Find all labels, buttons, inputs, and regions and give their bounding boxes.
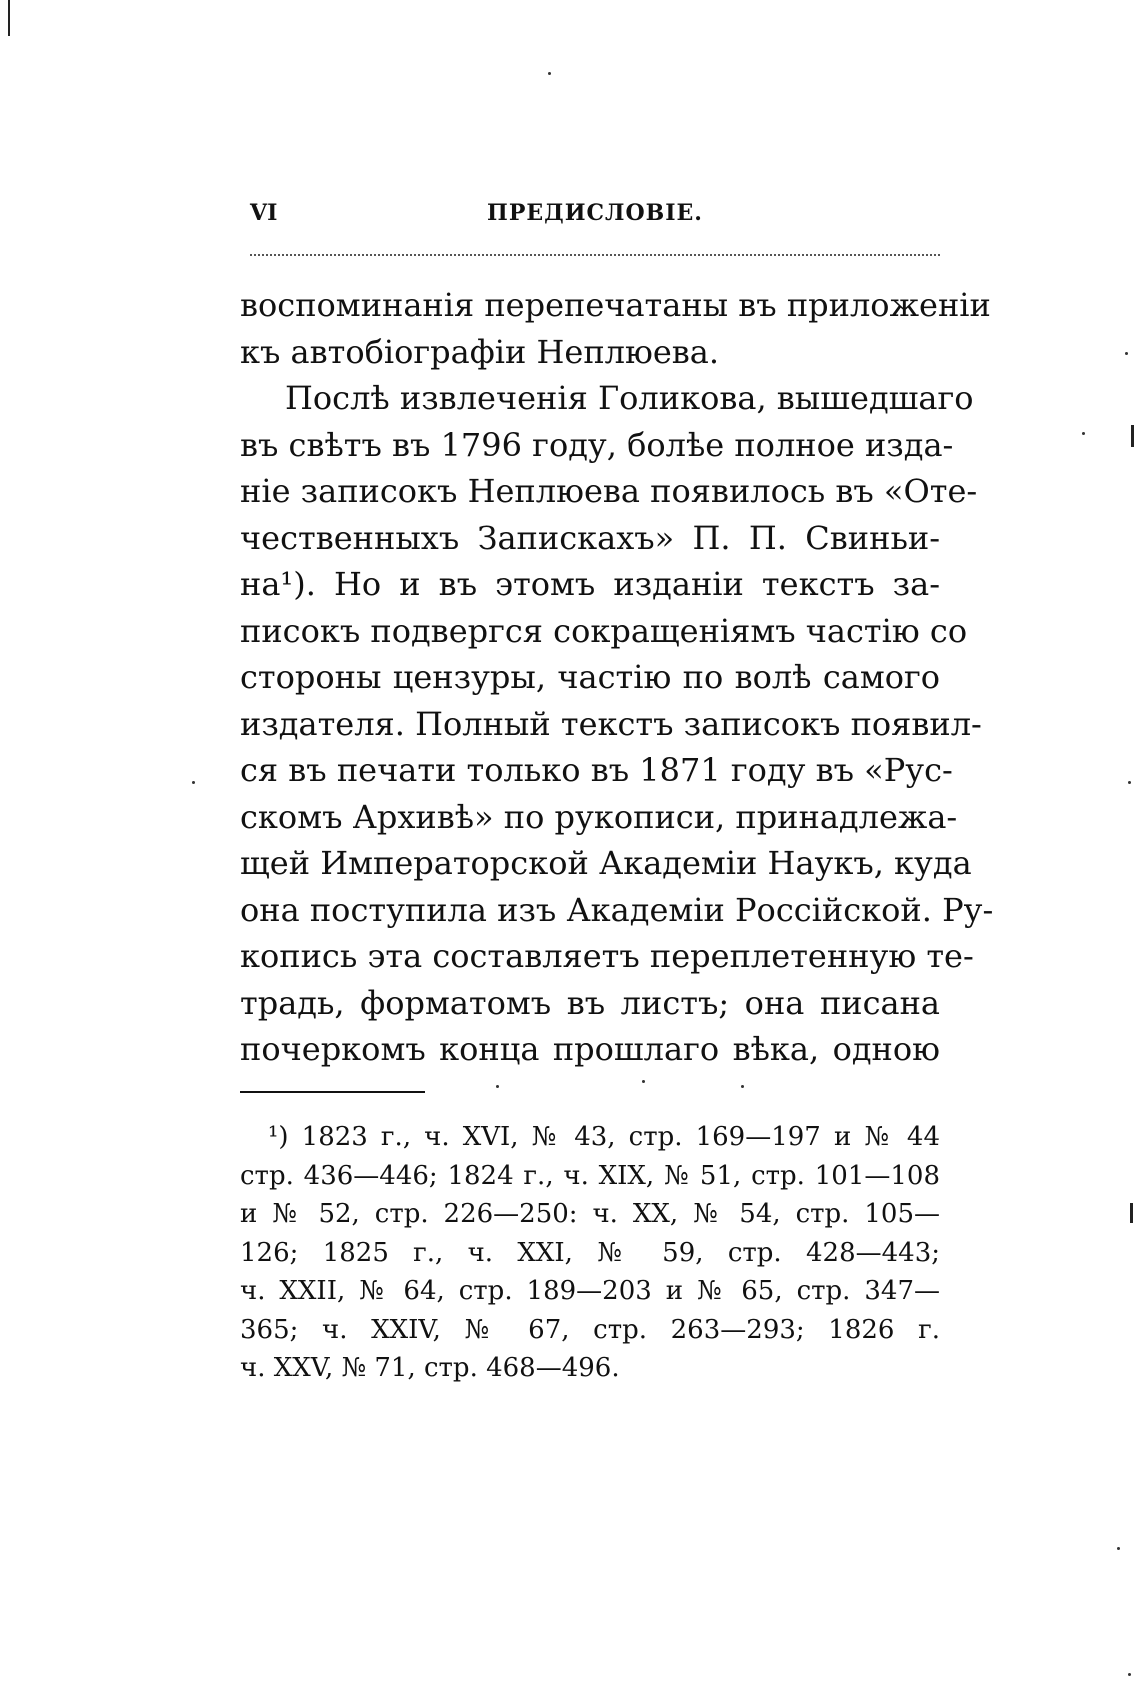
scan-edge-mark <box>8 0 10 36</box>
text-line: Послѣ извлеченія Голикова, вышедшаго <box>285 379 974 417</box>
text-line: почеркомъ конца прошлаго вѣка, одною <box>240 1030 940 1068</box>
text-line: ніе записокъ Неплюева появилось въ «Оте- <box>240 472 978 510</box>
scan-speck <box>741 1085 744 1088</box>
scan-speck <box>1125 352 1128 355</box>
text-line: традь, форматомъ въ листъ; она писана <box>240 983 940 1022</box>
text-line: стороны цензуры, частію по волѣ самого <box>240 658 940 696</box>
footnote-line: ч. XXII, № 64, стр. 189—203 и № 65, стр. 347— <box>240 1276 940 1306</box>
scan-edge-mark <box>1130 1203 1133 1223</box>
footnote-line: 365; ч. XXIV, № 67, стр. 263—293; 1826 г. <box>240 1314 940 1345</box>
scan-speck <box>1117 1547 1120 1550</box>
footnotes <box>240 1118 940 1388</box>
scan-speck <box>1128 781 1131 784</box>
scan-speck <box>192 781 195 784</box>
footnote-line: ч. XXV, № 71, стр. 468—496. <box>240 1353 620 1383</box>
scan-edge-mark <box>1131 425 1134 447</box>
text-line: издателя. Полный текстъ записокъ появил- <box>240 704 982 743</box>
text-line: въ свѣтъ въ 1796 году, болѣе полное изда- <box>240 425 954 464</box>
scan-speck <box>1082 432 1085 435</box>
scan-speck <box>642 1080 645 1083</box>
text-line: воспоминанія перепечатаны въ приложеніи <box>240 286 991 324</box>
body-text <box>240 282 994 1073</box>
scan-speck <box>1128 1673 1131 1676</box>
page-number: VI <box>250 200 278 226</box>
footnote-rule <box>240 1091 425 1093</box>
scan-speck <box>548 72 551 75</box>
text-line: писокъ подвергся сокращеніямъ частію со <box>240 611 968 650</box>
footnote-line: и № 52, стр. 226—250: ч. XX, № 54, стр. 105— <box>240 1199 940 1229</box>
text-line: на¹). Но и въ этомъ изданіи текстъ за- <box>240 565 940 603</box>
running-title: ПРЕДИСЛОВІЕ. <box>487 200 703 226</box>
text-line: щей Императорской Академіи Наукъ, куда <box>240 844 972 882</box>
text-line: копись эта составляетъ переплетенную те- <box>240 937 974 975</box>
footnote-line: 126; 1825 г., ч. XXI, № 59, стр. 428—443; <box>240 1237 940 1268</box>
header-rule <box>250 254 940 256</box>
scan-speck <box>496 1085 499 1088</box>
page-header <box>250 200 940 230</box>
footnote-line: стр. 436—446; 1824 г., ч. XIX, № 51, стр. 101—108 <box>240 1160 940 1191</box>
text-line: скомъ Архивѣ» по рукописи, принадлежа- <box>240 797 958 836</box>
text-line: чественныхъ Запискахъ» П. П. Свиньи- <box>240 518 940 557</box>
footnote-line: ¹) 1823 г., ч. XVI, № 43, стр. 169—197 и № 44 <box>268 1122 940 1152</box>
text-line: къ автобіографіи Неплюева. <box>240 332 720 371</box>
text-line: она поступила изъ Академіи Россійской. Ру- <box>240 890 994 929</box>
text-line: ся въ печати только въ 1871 году въ «Рус- <box>240 751 953 789</box>
